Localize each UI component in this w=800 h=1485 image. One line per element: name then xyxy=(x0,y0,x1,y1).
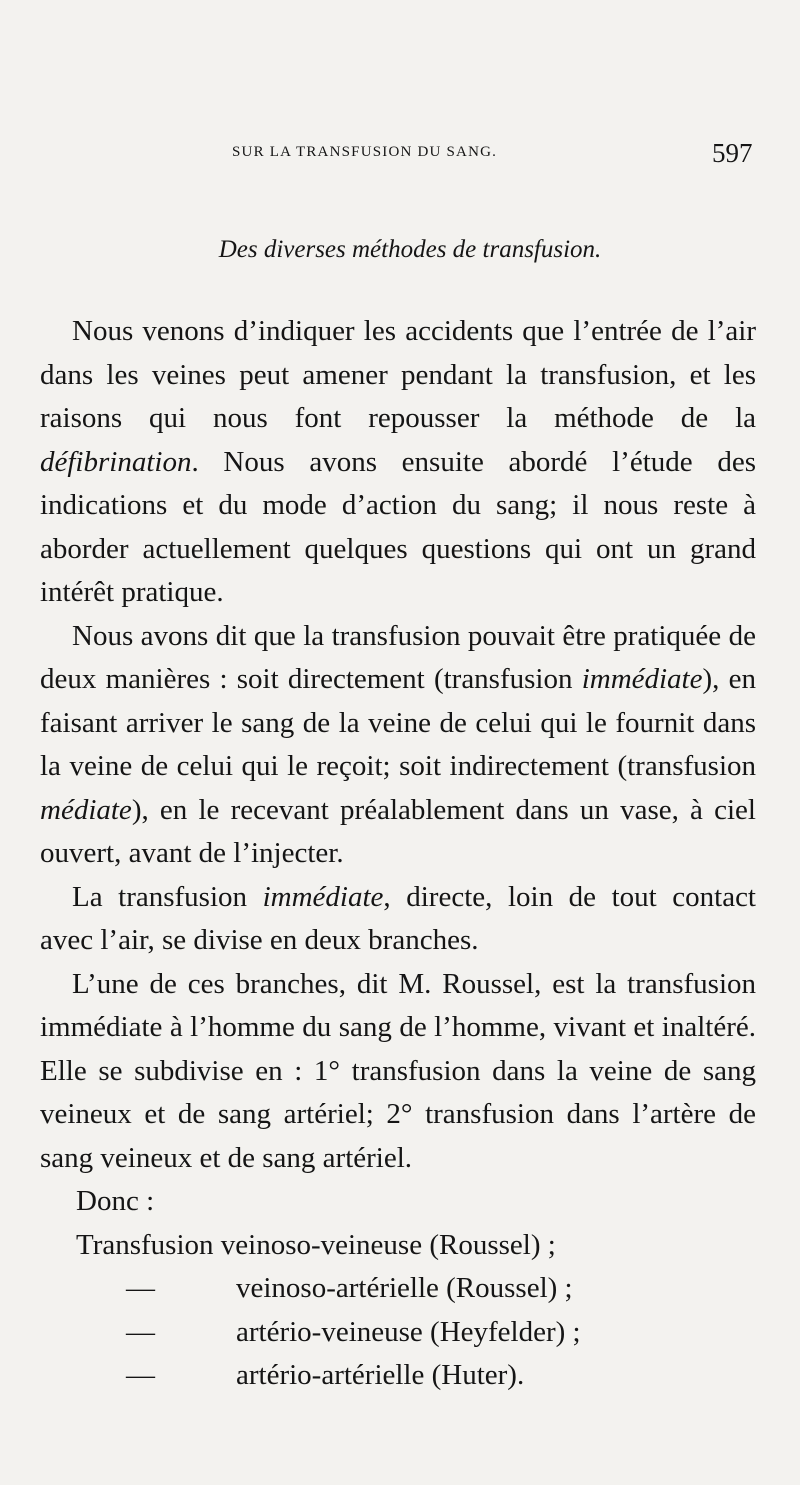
paragraph xyxy=(40,310,756,615)
list-dash: — xyxy=(126,1359,155,1391)
italic-term: immédiate xyxy=(581,663,703,695)
text-segment: Nous venons d’indiquer les accidents que l’entrée de l’air dans les veines peut amener pendant la transfusion, et les raisons qui nous font repousser la méthode de la xyxy=(40,315,756,434)
list-item-text: Transfusion veinoso-veineuse (Roussel) ; xyxy=(76,1228,556,1261)
section-title: Des diverses méthodes de transfusion. xyxy=(218,236,602,263)
list-item-text: veinoso-artérielle (Roussel) ; xyxy=(236,1272,573,1304)
page-number: 597 xyxy=(712,138,753,168)
list-item-text: artério-artérielle (Huter). xyxy=(236,1359,525,1391)
list-item xyxy=(40,1354,756,1398)
page-header xyxy=(0,138,800,178)
running-title: SUR LA TRANSFUSION DU SANG. xyxy=(232,144,498,160)
italic-term: immédiate xyxy=(262,880,384,913)
text-segment: , directe, loin de tout contact avec l’air, se divise en deux branches. xyxy=(40,880,756,956)
paragraph xyxy=(40,615,756,876)
text-segment: ), en faisant arriver le sang de la veine de celui qui le fournit dans la veine de celui qui le reçoit; soit indirectement (transfusion xyxy=(40,663,756,782)
donc-label: Donc : xyxy=(76,1185,155,1217)
list-item-text: artério-veineuse (Heyfelder) ; xyxy=(236,1315,581,1348)
text-segment: . Nous avons ensuite abordé l’étude des indications et du mode d’action du sang; il nous reste à aborder actuellement quelques questions qui ont un grand intérêt pratique. xyxy=(40,445,756,608)
list-item xyxy=(40,1311,756,1355)
italic-term: médiate xyxy=(40,793,132,826)
list-dash: — xyxy=(126,1315,155,1348)
text-segment: La transfusion xyxy=(72,880,263,913)
italic-term: défibrination xyxy=(40,445,192,478)
list-item xyxy=(40,1224,756,1268)
paragraph xyxy=(40,876,756,963)
text-segment: L’une de ces branches, dit M. Roussel, est la transfusion immédiate à l’homme du sang de l’homme, vivant et inaltéré. Elle se subdivise en : 1° transfusion dans la veine de sang veineux et de sang artériel; 2° transfusion dans l’artère de sang veineux et de sang artériel. xyxy=(40,967,756,1174)
text-segment: Nous avons dit que la transfusion pouvait être pratiquée de deux manières : soit directement (transfusion xyxy=(40,619,756,695)
body-text xyxy=(40,310,756,1398)
paragraph xyxy=(40,963,756,1181)
list-dash: — xyxy=(126,1272,155,1304)
text-segment: ), en le recevant préalablement dans un vase, à ciel ouvert, avant de l’injecter. xyxy=(40,793,756,869)
list-item xyxy=(40,1267,756,1311)
